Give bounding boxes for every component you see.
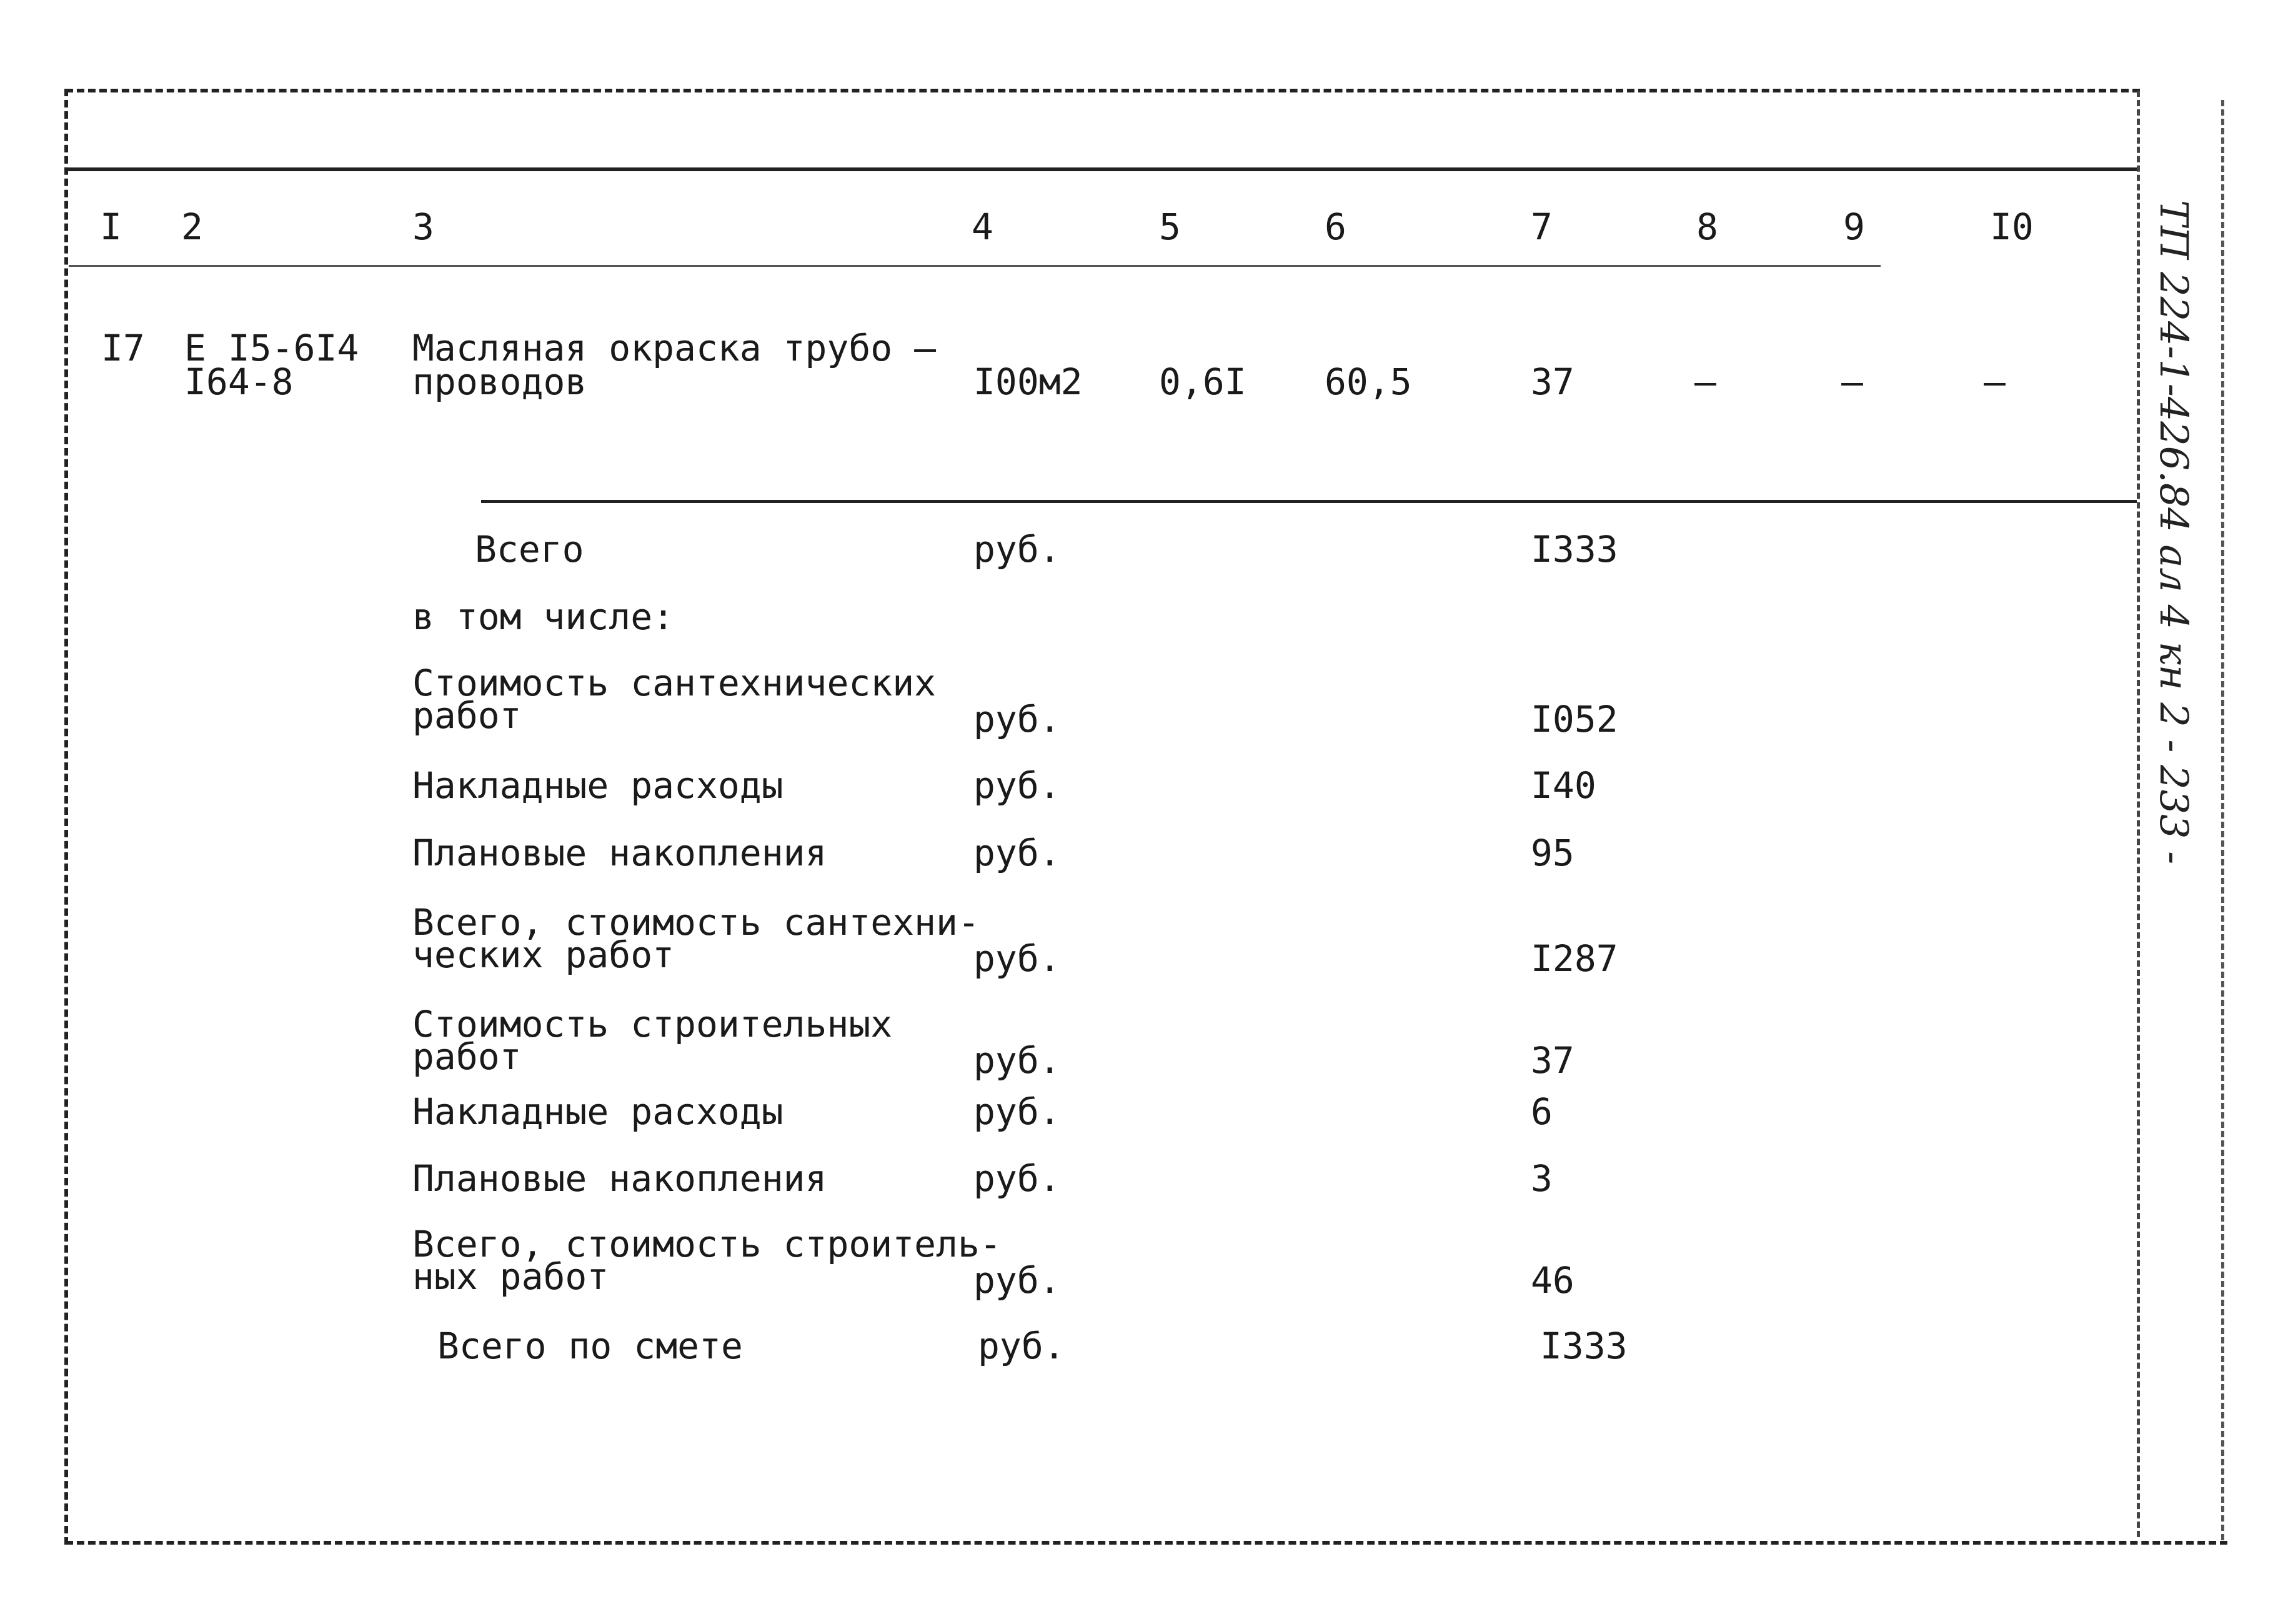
summary-row-label: Стоимость сантехнических работ bbox=[412, 662, 937, 737]
summary-row-value: I052 bbox=[1531, 698, 1618, 740]
item-number: I7 bbox=[101, 327, 145, 369]
frame-border-left bbox=[64, 89, 68, 1545]
summary-row-label: Стоимость строительных работ bbox=[412, 1003, 893, 1078]
summary-row-label: Всего, стоимость строитель- ных работ bbox=[412, 1223, 1002, 1298]
item-quantity: 0,6I bbox=[1159, 361, 1246, 403]
item-unit: I00м2 bbox=[973, 361, 1083, 403]
summary-total-label: Всего bbox=[475, 528, 584, 570]
summary-row-unit: руб. bbox=[973, 937, 1061, 980]
summary-row-unit: руб. bbox=[973, 698, 1061, 740]
document-code-margin bbox=[2149, 200, 2206, 950]
grand-total-value: I333 bbox=[1540, 1325, 1628, 1367]
column-numbers-rule bbox=[69, 265, 1881, 267]
summary-total-value: I333 bbox=[1531, 528, 1618, 570]
item-col10: – bbox=[1984, 361, 2006, 403]
grand-total-label: Всего по смете bbox=[437, 1325, 743, 1367]
summary-row-value: 95 bbox=[1531, 832, 1574, 874]
item-code-line1: Е I5-6I4 bbox=[184, 327, 359, 369]
frame-border-top bbox=[66, 89, 2140, 92]
item-col8: – bbox=[1694, 361, 1716, 403]
summary-row-label: Накладные расходы bbox=[412, 1090, 783, 1133]
item-unit-price: 60,5 bbox=[1325, 361, 1412, 403]
col-num-6: 6 bbox=[1325, 206, 1346, 248]
summary-row-unit: руб. bbox=[973, 1090, 1061, 1133]
item-code-line2: I64-8 bbox=[184, 361, 294, 403]
col-num-8: 8 bbox=[1696, 206, 1718, 248]
summary-row-value: 37 bbox=[1531, 1039, 1574, 1082]
summary-row-unit: руб. bbox=[973, 1157, 1061, 1200]
col-num-5: 5 bbox=[1159, 206, 1181, 248]
summary-row-unit: руб. bbox=[973, 1039, 1061, 1082]
summary-row-unit: руб. bbox=[973, 764, 1061, 807]
col-num-3: 3 bbox=[412, 206, 434, 248]
summary-row-value: 6 bbox=[1531, 1090, 1553, 1133]
summary-row-label: Плановые накопления bbox=[412, 832, 827, 874]
col-num-9: 9 bbox=[1843, 206, 1865, 248]
frame-border-bottom bbox=[66, 1541, 2227, 1545]
summary-row-value: I287 bbox=[1531, 937, 1618, 980]
item-total: 37 bbox=[1531, 361, 1574, 403]
col-num-2: 2 bbox=[181, 206, 203, 248]
summary-row-unit: руб. bbox=[973, 1259, 1061, 1302]
grand-total-unit: руб. bbox=[978, 1325, 1065, 1367]
item-name-line2: проводов bbox=[412, 361, 587, 403]
summary-row-value: I40 bbox=[1531, 764, 1596, 807]
summary-row-value: 46 bbox=[1531, 1259, 1574, 1302]
item-name-line1: Масляная окраска трубо – bbox=[412, 327, 937, 369]
summary-row-value: 3 bbox=[1531, 1157, 1553, 1200]
summary-row-label: Всего, стоимость сантехни- ческих работ bbox=[412, 901, 980, 976]
col-num-1: I bbox=[100, 206, 122, 248]
total-rule bbox=[481, 500, 2137, 503]
col-num-4: 4 bbox=[972, 206, 993, 248]
summary-row-label: Плановые накопления bbox=[412, 1157, 827, 1200]
summary-total-unit: руб. bbox=[973, 528, 1061, 570]
summary-row-unit: руб. bbox=[973, 832, 1061, 874]
summary-row-label: Накладные расходы bbox=[412, 764, 783, 807]
item-col9: – bbox=[1841, 361, 1863, 403]
summary-including-label: в том числе: bbox=[412, 595, 675, 638]
frame-border-right bbox=[2137, 91, 2140, 1537]
col-num-10: I0 bbox=[1990, 206, 2034, 248]
col-num-7: 7 bbox=[1531, 206, 1553, 248]
document-code: ТП 224-1-426.84 ал 4 кн 2 - 233 - bbox=[2151, 200, 2197, 865]
frame-border-edge bbox=[2221, 100, 2224, 1540]
header-rule bbox=[66, 167, 2137, 171]
